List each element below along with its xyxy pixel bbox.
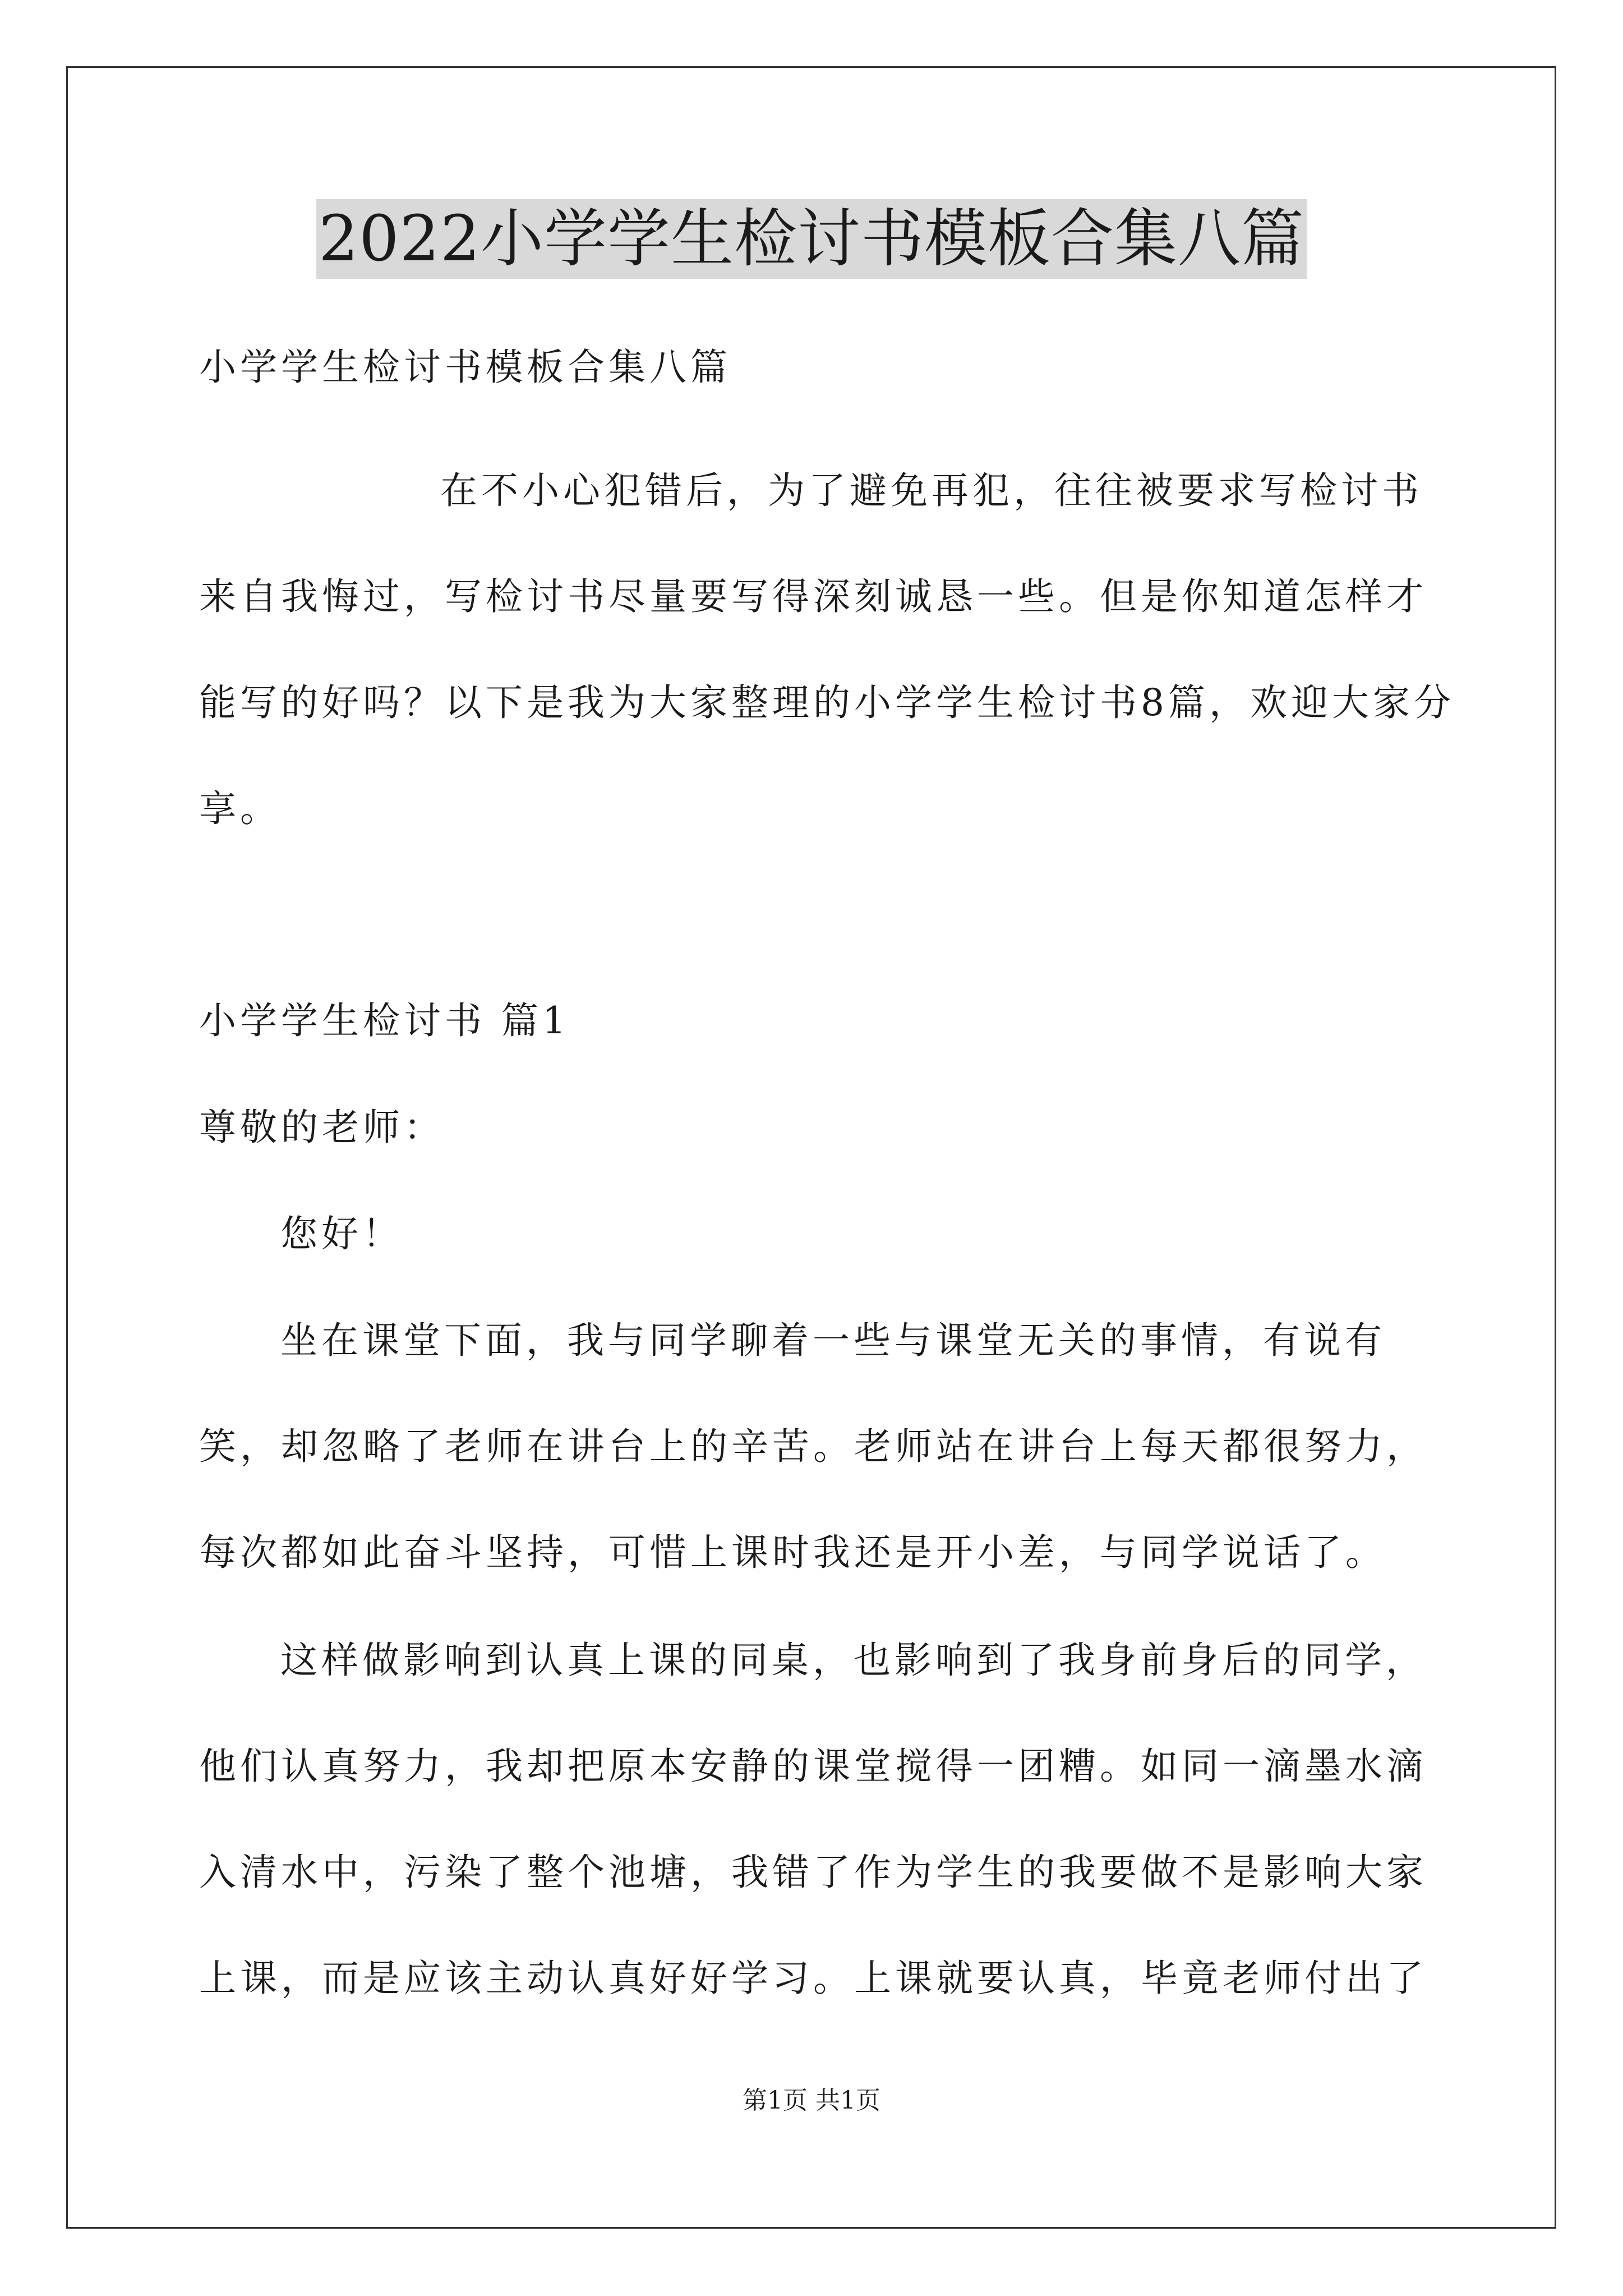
document-title: 2022小学学生检讨书模板合集八篇 bbox=[316, 199, 1307, 279]
intro-paragraph: 在不小心犯错后，为了避免再犯，往往被要求写检讨书来自我悔过，写检讨书尽量要写得深刻诚恳一些。但是你知道怎样才能写的好吗？以下是我为大家整理的小学学生检讨书8篇，欢迎大家分享。 bbox=[199, 469, 1455, 830]
title-container bbox=[0, 199, 1623, 279]
body-paragraph-1: 坐在课堂下面，我与同学聊着一些与课堂无关的事情，有说有笑，却忽略了老师在讲台上的辛苦。老师站在讲台上每天都很努力，每次都如此奋斗坚持，可惜上课时我还是开小差，与同学说话了。 bbox=[199, 1319, 1427, 1574]
body-paragraph-2: 这样做影响到认真上课的同桌，也影响到了我身前身后的同学，他们认真努力，我却把原本安静的课堂搅得一团糟。如同一滴墨水滴入清水中，污染了整个池塘，我错了作为学生的我要做不是影响大家上课，而是应该主动认真好好学习。上课就要认真，毕竟老师付出了 bbox=[199, 1639, 1427, 2000]
greeting: 您好！ bbox=[280, 1212, 403, 1255]
section-heading: 小学学生检讨书 篇1 bbox=[199, 999, 570, 1042]
page-number-footer: 第1页 共1页 bbox=[743, 2086, 880, 2115]
document-subtitle: 小学学生检讨书模板合集八篇 bbox=[199, 346, 731, 389]
salutation: 尊敬的老师： bbox=[199, 1106, 445, 1149]
